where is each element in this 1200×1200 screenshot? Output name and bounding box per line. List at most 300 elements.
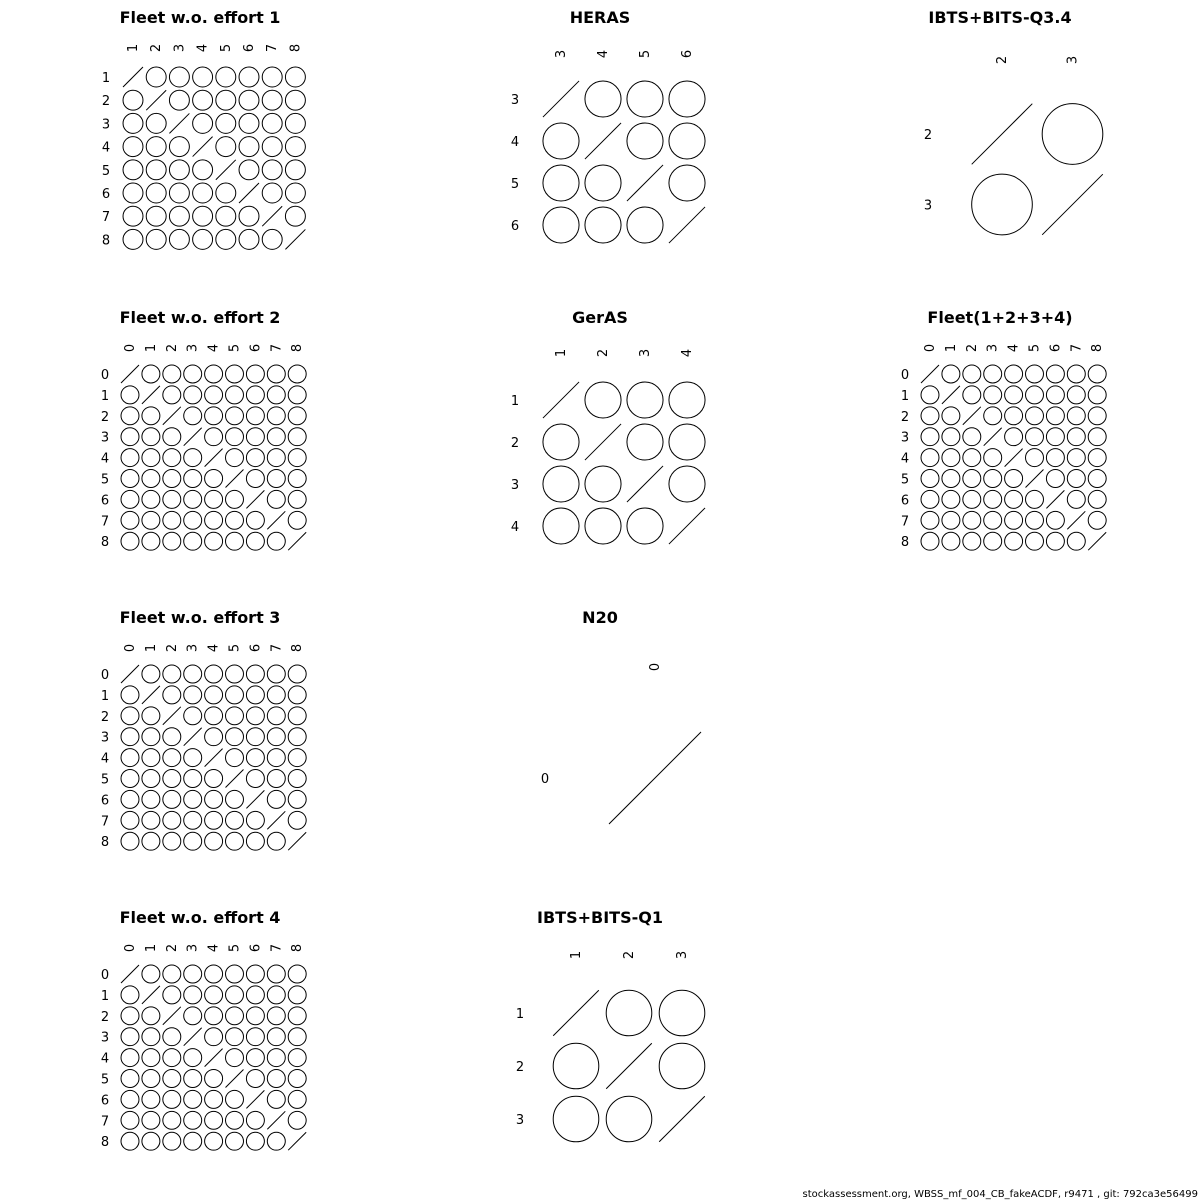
diagonal-mark [267, 811, 285, 829]
correlation-circle [239, 160, 259, 180]
diagonal-mark [1067, 511, 1085, 529]
correlation-circle [627, 382, 663, 418]
correlation-circle [246, 428, 264, 446]
correlation-circle [142, 1090, 160, 1108]
correlation-circle [246, 749, 264, 767]
diagonal-mark [226, 770, 244, 788]
correlation-circle [226, 832, 244, 850]
column-label: 7 [269, 943, 285, 953]
diagonal-mark [606, 1043, 652, 1089]
correlation-circle [205, 365, 223, 383]
correlation-circle [184, 1007, 202, 1025]
correlation-circle [205, 770, 223, 788]
correlation-circle [169, 90, 189, 110]
row-label: 6 [100, 793, 110, 809]
correlation-circle [543, 466, 579, 502]
correlation-circle [984, 407, 1002, 425]
correlation-circle [285, 90, 305, 110]
correlation-circle [246, 1111, 264, 1129]
correlation-circle [627, 207, 663, 243]
correlation-circle [963, 449, 981, 467]
correlation-circle [267, 365, 285, 383]
correlation-circle [123, 137, 143, 157]
correlation-circle [1026, 386, 1044, 404]
diagonal-mark [921, 365, 939, 383]
diagonal-mark [226, 1070, 244, 1088]
column-label: 3 [185, 643, 201, 653]
correlation-circle [205, 665, 223, 683]
column-label: 0 [123, 943, 138, 953]
row-label: 2 [510, 436, 520, 451]
correlation-circle [169, 206, 189, 226]
panel-title: GerAS [572, 308, 628, 327]
correlation-circle [205, 986, 223, 1004]
correlation-circle [146, 113, 166, 133]
correlation-circle [142, 770, 160, 788]
correlation-circle [267, 470, 285, 488]
correlation-circle [1067, 532, 1085, 550]
correlation-circle [262, 229, 282, 249]
correlation-circle [246, 407, 264, 425]
correlation-circle [184, 532, 202, 550]
correlation-circle [142, 532, 160, 550]
correlation-circle [963, 428, 981, 446]
correlation-circle [205, 490, 223, 508]
correlation-circle [288, 386, 306, 404]
row-label: 1 [100, 688, 110, 704]
column-label: 3 [185, 943, 201, 953]
correlation-circle [288, 449, 306, 467]
diagonal-mark [627, 466, 663, 502]
correlation-circle [246, 1028, 264, 1046]
correlation-circle [121, 1049, 139, 1067]
diagonal-mark [1005, 449, 1023, 467]
correlation-circle [288, 728, 306, 746]
diagonal-mark [543, 81, 579, 117]
diagonal-mark [163, 1007, 181, 1025]
panel-title: N20 [582, 608, 618, 627]
correlation-circle [142, 511, 160, 529]
correlation-circle [1026, 407, 1044, 425]
correlation-circle [553, 1043, 599, 1089]
diagonal-mark [984, 428, 1002, 446]
diagonal-mark [1046, 490, 1064, 508]
correlation-circle [262, 90, 282, 110]
correlation-circle [121, 1090, 139, 1108]
correlation-circle [205, 532, 223, 550]
correlation-circle [285, 137, 305, 157]
row-label: 6 [100, 1093, 110, 1109]
column-label: 5 [227, 943, 243, 953]
correlation-circle [239, 90, 259, 110]
correlation-circle [121, 1070, 139, 1088]
correlation-circle [121, 832, 139, 850]
correlation-circle [288, 749, 306, 767]
row-label: 2 [100, 409, 110, 425]
row-label: 3 [510, 93, 520, 108]
correlation-circle [1005, 365, 1023, 383]
diagonal-mark [262, 206, 282, 226]
correlation-circle [585, 207, 621, 243]
correlation-circle [216, 183, 236, 203]
correlation-circle [1046, 407, 1064, 425]
correlation-circle [543, 207, 579, 243]
correlation-circle [267, 407, 285, 425]
correlation-circle [142, 728, 160, 746]
correlation-circle [184, 686, 202, 704]
correlation-circle [142, 707, 160, 725]
correlation-circle [205, 407, 223, 425]
correlation-circle [163, 832, 181, 850]
correlation-circle [262, 137, 282, 157]
correlation-circle [1005, 532, 1023, 550]
correlation-circle [121, 428, 139, 446]
correlation-circle [942, 428, 960, 446]
correlation-circle [246, 386, 264, 404]
correlation-circle [163, 749, 181, 767]
row-label: 3 [923, 198, 933, 214]
correlation-circle [205, 1090, 223, 1108]
correlation-circle [205, 386, 223, 404]
correlation-circle [1046, 449, 1064, 467]
correlation-circle [543, 123, 579, 159]
correlation-circle [942, 407, 960, 425]
row-label: 8 [900, 535, 910, 551]
correlation-circle [226, 1111, 244, 1129]
correlation-circle [1005, 511, 1023, 529]
correlation-circle [963, 386, 981, 404]
correlation-circle [239, 137, 259, 157]
row-label: 8 [100, 1135, 110, 1151]
correlation-circle [984, 532, 1002, 550]
row-label: 7 [100, 514, 110, 530]
correlation-circle [205, 686, 223, 704]
correlation-circle [267, 1132, 285, 1150]
correlation-circle [267, 1090, 285, 1108]
correlation-circle [246, 686, 264, 704]
row-label: 0 [100, 668, 110, 683]
correlation-circle [921, 511, 939, 529]
column-label: 0 [648, 662, 663, 672]
correlation-circle [246, 811, 264, 829]
correlation-circle [121, 1132, 139, 1150]
column-label: 3 [675, 950, 690, 960]
correlation-circle [239, 67, 259, 87]
correlation-circle [942, 449, 960, 467]
correlation-circle [585, 508, 621, 544]
correlation-circle [669, 123, 705, 159]
row-label: 7 [100, 1114, 110, 1130]
correlation-circle [226, 1090, 244, 1108]
correlation-circle [226, 449, 244, 467]
correlation-circle [226, 811, 244, 829]
correlation-circle [142, 811, 160, 829]
correlation-circle [163, 470, 181, 488]
diagonal-mark [193, 137, 213, 157]
correlation-circle [123, 183, 143, 203]
correlation-circle [1042, 104, 1103, 165]
correlation-circle [267, 428, 285, 446]
correlation-circle [163, 728, 181, 746]
correlation-circle [184, 986, 202, 1004]
correlation-circle [142, 470, 160, 488]
correlation-circle [239, 206, 259, 226]
row-label: 1 [100, 388, 110, 404]
column-label: 1 [143, 643, 159, 653]
correlation-circle [585, 81, 621, 117]
correlation-circle [1088, 470, 1106, 488]
diagonal-mark [609, 732, 701, 824]
correlation-circle [142, 965, 160, 983]
row-label: 5 [100, 472, 110, 488]
correlation-circle [163, 365, 181, 383]
correlation-circle [1046, 511, 1064, 529]
correlation-circle [246, 728, 264, 746]
column-label: 7 [1069, 343, 1085, 353]
correlation-circle [184, 665, 202, 683]
diagonal-mark [246, 790, 264, 808]
correlation-circle [1046, 365, 1064, 383]
correlation-circle [285, 206, 305, 226]
column-label: 1 [554, 348, 569, 358]
correlation-circle [205, 1070, 223, 1088]
column-label: 6 [248, 943, 264, 953]
correlation-circle [123, 160, 143, 180]
correlation-circle [1005, 470, 1023, 488]
correlation-circle [216, 229, 236, 249]
correlation-circle [226, 386, 244, 404]
correlation-circle [216, 67, 236, 87]
correlation-circle [921, 470, 939, 488]
row-label: 4 [510, 135, 520, 150]
row-label: 7 [900, 514, 910, 530]
correlation-circle [121, 707, 139, 725]
correlation-circle [184, 511, 202, 529]
diagonal-mark [585, 424, 621, 460]
correlation-circle [1005, 428, 1023, 446]
correlation-circle [543, 165, 579, 201]
diagonal-mark [123, 67, 143, 87]
row-label: 1 [515, 1007, 525, 1022]
column-label: 5 [227, 643, 243, 653]
correlation-circle [121, 386, 139, 404]
row-label: 2 [101, 94, 111, 110]
correlation-circle [146, 206, 166, 226]
diagonal-mark [163, 707, 181, 725]
correlation-circle [142, 1049, 160, 1067]
correlation-circle [226, 532, 244, 550]
row-label: 8 [101, 233, 111, 249]
correlation-circle [205, 1007, 223, 1025]
correlation-circle [267, 790, 285, 808]
row-label: 3 [510, 478, 520, 493]
correlation-circle [184, 1049, 202, 1067]
diagonal-mark [246, 490, 264, 508]
panel-title: Fleet w.o. effort 3 [119, 608, 281, 627]
correlation-circle [669, 81, 705, 117]
correlation-circle [942, 532, 960, 550]
column-label: 5 [227, 343, 243, 353]
column-label: 5 [218, 43, 234, 53]
column-label: 2 [164, 643, 180, 653]
correlation-circle [1067, 386, 1085, 404]
correlation-circle [267, 1007, 285, 1025]
correlation-circle [288, 470, 306, 488]
correlation-circle [163, 1132, 181, 1150]
correlation-circle [1088, 386, 1106, 404]
correlation-circle [267, 707, 285, 725]
correlation-circle [288, 770, 306, 788]
correlation-circle [543, 508, 579, 544]
row-label: 5 [900, 472, 910, 488]
correlation-circle [288, 790, 306, 808]
column-label: 2 [964, 343, 980, 353]
correlation-circle [984, 449, 1002, 467]
correlation-circle [142, 790, 160, 808]
correlation-circle [121, 728, 139, 746]
correlation-circle [246, 449, 264, 467]
diagonal-mark [1042, 174, 1103, 235]
correlation-circle [121, 811, 139, 829]
row-label: 0 [100, 368, 110, 383]
correlation-circle [1067, 365, 1085, 383]
correlation-circle [669, 424, 705, 460]
correlation-circle [205, 832, 223, 850]
correlation-circle [226, 365, 244, 383]
column-label: 7 [269, 343, 285, 353]
diagonal-mark [1088, 532, 1106, 550]
column-label: 4 [206, 343, 222, 353]
column-label: 0 [923, 343, 938, 353]
column-label: 3 [172, 43, 188, 53]
correlation-circle [267, 965, 285, 983]
correlation-circle [163, 449, 181, 467]
correlation-circle [226, 965, 244, 983]
correlation-circle [246, 511, 264, 529]
column-label: 1 [143, 343, 159, 353]
correlation-circle [184, 790, 202, 808]
column-label: 5 [638, 49, 653, 59]
diagonal-mark [246, 1090, 264, 1108]
diagonal-mark [1026, 470, 1044, 488]
column-label: 1 [569, 950, 584, 960]
correlation-circle [205, 511, 223, 529]
correlation-circle [163, 1049, 181, 1067]
correlation-circle [285, 160, 305, 180]
correlation-circle [262, 160, 282, 180]
correlation-circle [585, 165, 621, 201]
correlation-circle [262, 183, 282, 203]
correlation-circle [216, 113, 236, 133]
column-label: 2 [164, 943, 180, 953]
row-label: 1 [510, 394, 520, 409]
correlation-circle [984, 470, 1002, 488]
correlation-circle [267, 532, 285, 550]
correlation-circle [963, 532, 981, 550]
correlation-circle [121, 986, 139, 1004]
row-label: 5 [101, 163, 111, 179]
correlation-circle [246, 832, 264, 850]
correlation-circle [942, 470, 960, 488]
column-label: 7 [269, 643, 285, 653]
correlation-circle [246, 770, 264, 788]
correlation-circle [1046, 428, 1064, 446]
correlation-circle [585, 466, 621, 502]
correlation-circle [193, 113, 213, 133]
correlation-circle [1067, 449, 1085, 467]
row-label: 2 [100, 1009, 110, 1025]
correlation-circle [1026, 449, 1044, 467]
correlation-circle [226, 1028, 244, 1046]
diagonal-mark [226, 470, 244, 488]
column-label: 8 [290, 343, 306, 353]
correlation-circle [1088, 407, 1106, 425]
correlation-circle [142, 449, 160, 467]
correlation-circle [1088, 511, 1106, 529]
correlation-circle [627, 424, 663, 460]
correlation-circle [169, 160, 189, 180]
diagonal-mark [205, 1049, 223, 1067]
correlation-circle [123, 206, 143, 226]
correlation-circle [184, 470, 202, 488]
correlation-circle [1005, 490, 1023, 508]
diagonal-mark [288, 532, 306, 550]
correlation-circle [288, 986, 306, 1004]
diagonal-mark [669, 207, 705, 243]
correlation-circle [193, 183, 213, 203]
correlation-circle [142, 428, 160, 446]
correlation-circle [121, 686, 139, 704]
correlation-circle [146, 229, 166, 249]
correlation-circle [226, 407, 244, 425]
correlation-circle [184, 749, 202, 767]
diagonal-mark [184, 1028, 202, 1046]
diagonal-mark [163, 407, 181, 425]
correlation-circle [246, 365, 264, 383]
correlation-circle [984, 490, 1002, 508]
correlation-circle [142, 749, 160, 767]
correlation-circle [553, 1096, 599, 1142]
correlation-circle [205, 470, 223, 488]
row-label: 4 [100, 1051, 110, 1067]
diagonal-mark [942, 386, 960, 404]
row-label: 3 [100, 730, 110, 746]
diagonal-mark [142, 686, 160, 704]
column-label: 8 [1090, 343, 1106, 353]
correlation-circle [1026, 365, 1044, 383]
diagonal-mark [669, 508, 705, 544]
correlation-circle [921, 449, 939, 467]
correlation-circle [216, 206, 236, 226]
correlation-circle [1067, 428, 1085, 446]
row-label: 0 [100, 968, 110, 983]
row-label: 3 [900, 430, 910, 446]
correlation-circle [216, 90, 236, 110]
correlation-circle [1005, 386, 1023, 404]
diagonal-mark [553, 990, 599, 1036]
row-label: 4 [510, 520, 520, 535]
correlation-circle [163, 532, 181, 550]
correlation-circle [193, 206, 213, 226]
correlation-circle [121, 407, 139, 425]
row-label: 6 [100, 493, 110, 509]
correlation-circle [1026, 511, 1044, 529]
row-label: 1 [900, 388, 910, 404]
diagonal-mark [184, 728, 202, 746]
correlation-circle [142, 665, 160, 683]
correlation-circle [288, 365, 306, 383]
correlation-circle [205, 428, 223, 446]
